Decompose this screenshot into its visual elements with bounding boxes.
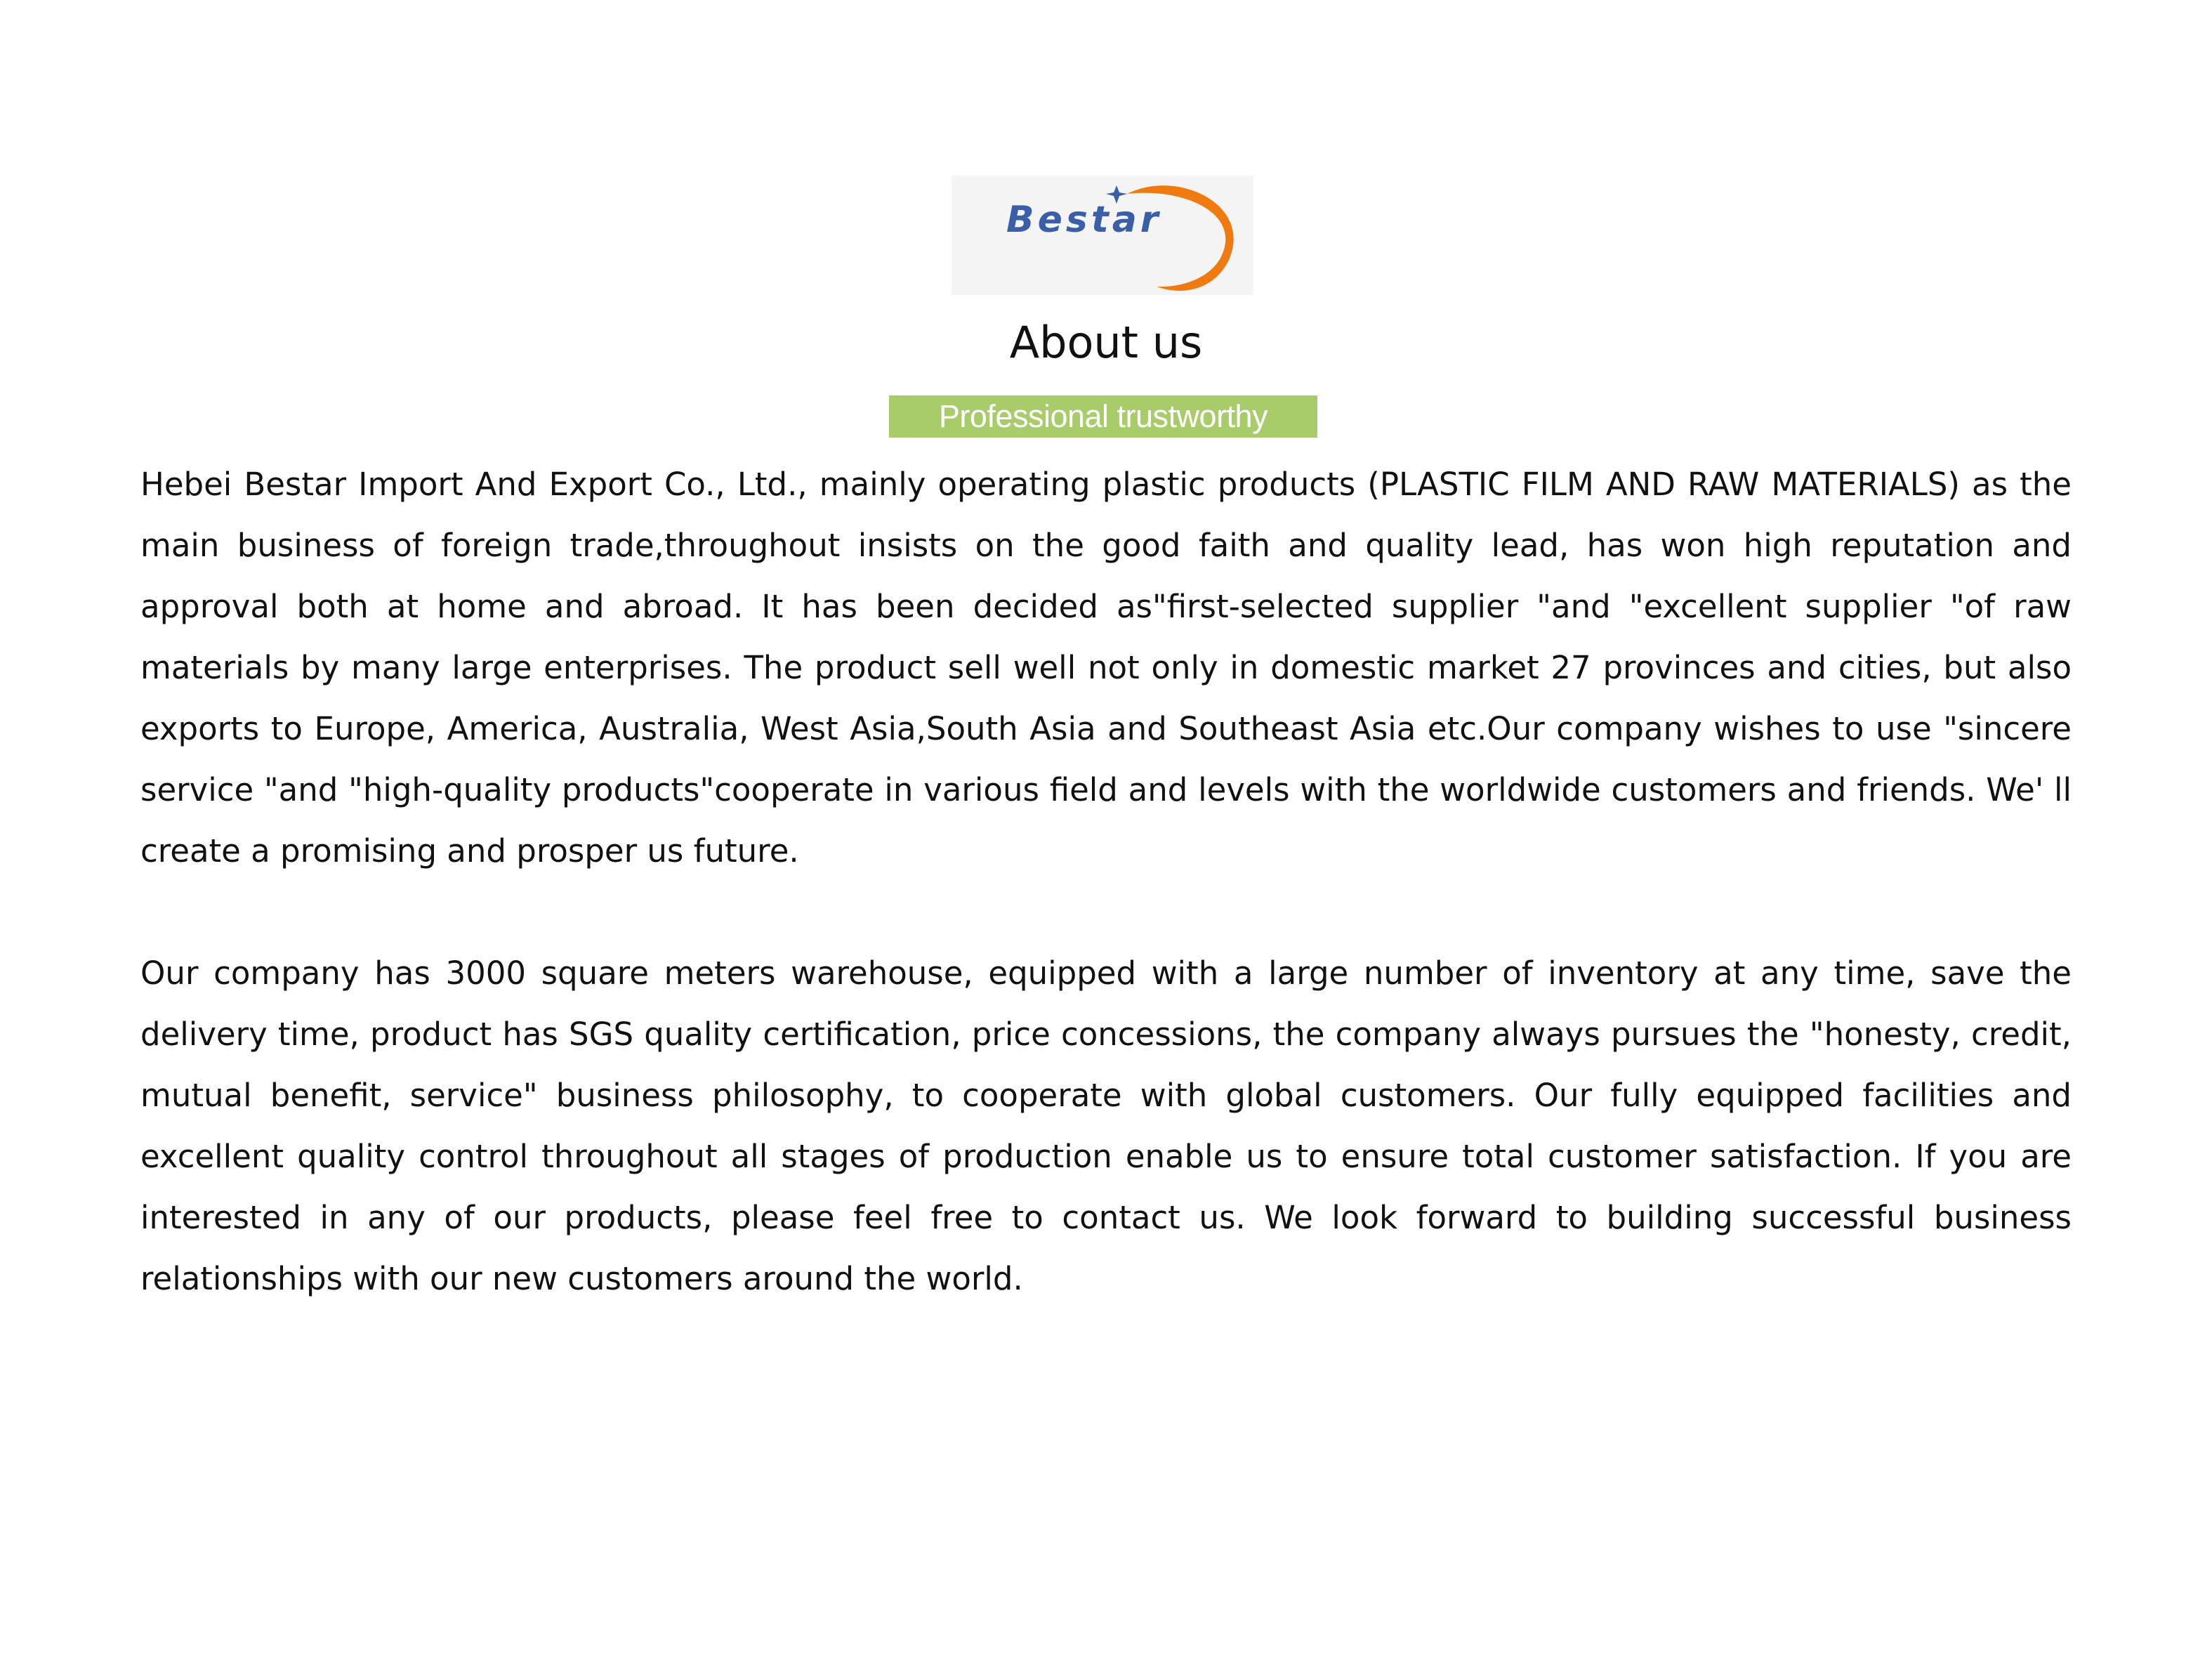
logo-wordmark: Bestar: [1006, 199, 1162, 241]
about-paragraph: Our company has 3000 square meters warehouse, equipped with a large number of inventory at any time, save the delivery time, product has SGS quality certification, price concessions, the company always pursues the "honesty, credit, mutual benefit, service" business philosophy, to cooperate with global customers. Our fully equipped facilities and excellent quality control throughout all stages of production enable us to ensure total customer satisfaction. If you are interested in any of our products, please feel free to contact us. We look forward to building successful business relationships with our new customers around the world.: [140, 955, 2072, 1297]
about-paragraph: Hebei Bestar Import And Export Co., Ltd., mainly operating plastic products (PLASTIC FILM AND RAW MATERIALS) as the main business of foreign trade,throughout insists on the good faith and quality lead, has won high reputation and approval both at home and abroad. It has been decided as"first-selected supplier "and "excellent supplier "of raw materials by many large enterprises. The product sell well not only in domestic market 27 provinces and cities, but also exports to Europe, America, Australia, West Asia,South Asia and Southeast Asia etc.Our company wishes to use "sincere service "and "high-quality products"cooperate in various field and levels with the worldwide customers and friends. We' ll create a promising and prosper us future.: [140, 466, 2072, 870]
company-logo: [952, 176, 1253, 295]
tagline-banner: Professional trustworthy: [889, 395, 1317, 438]
page-title: About us: [1009, 317, 1203, 368]
about-content: [140, 454, 2072, 1309]
